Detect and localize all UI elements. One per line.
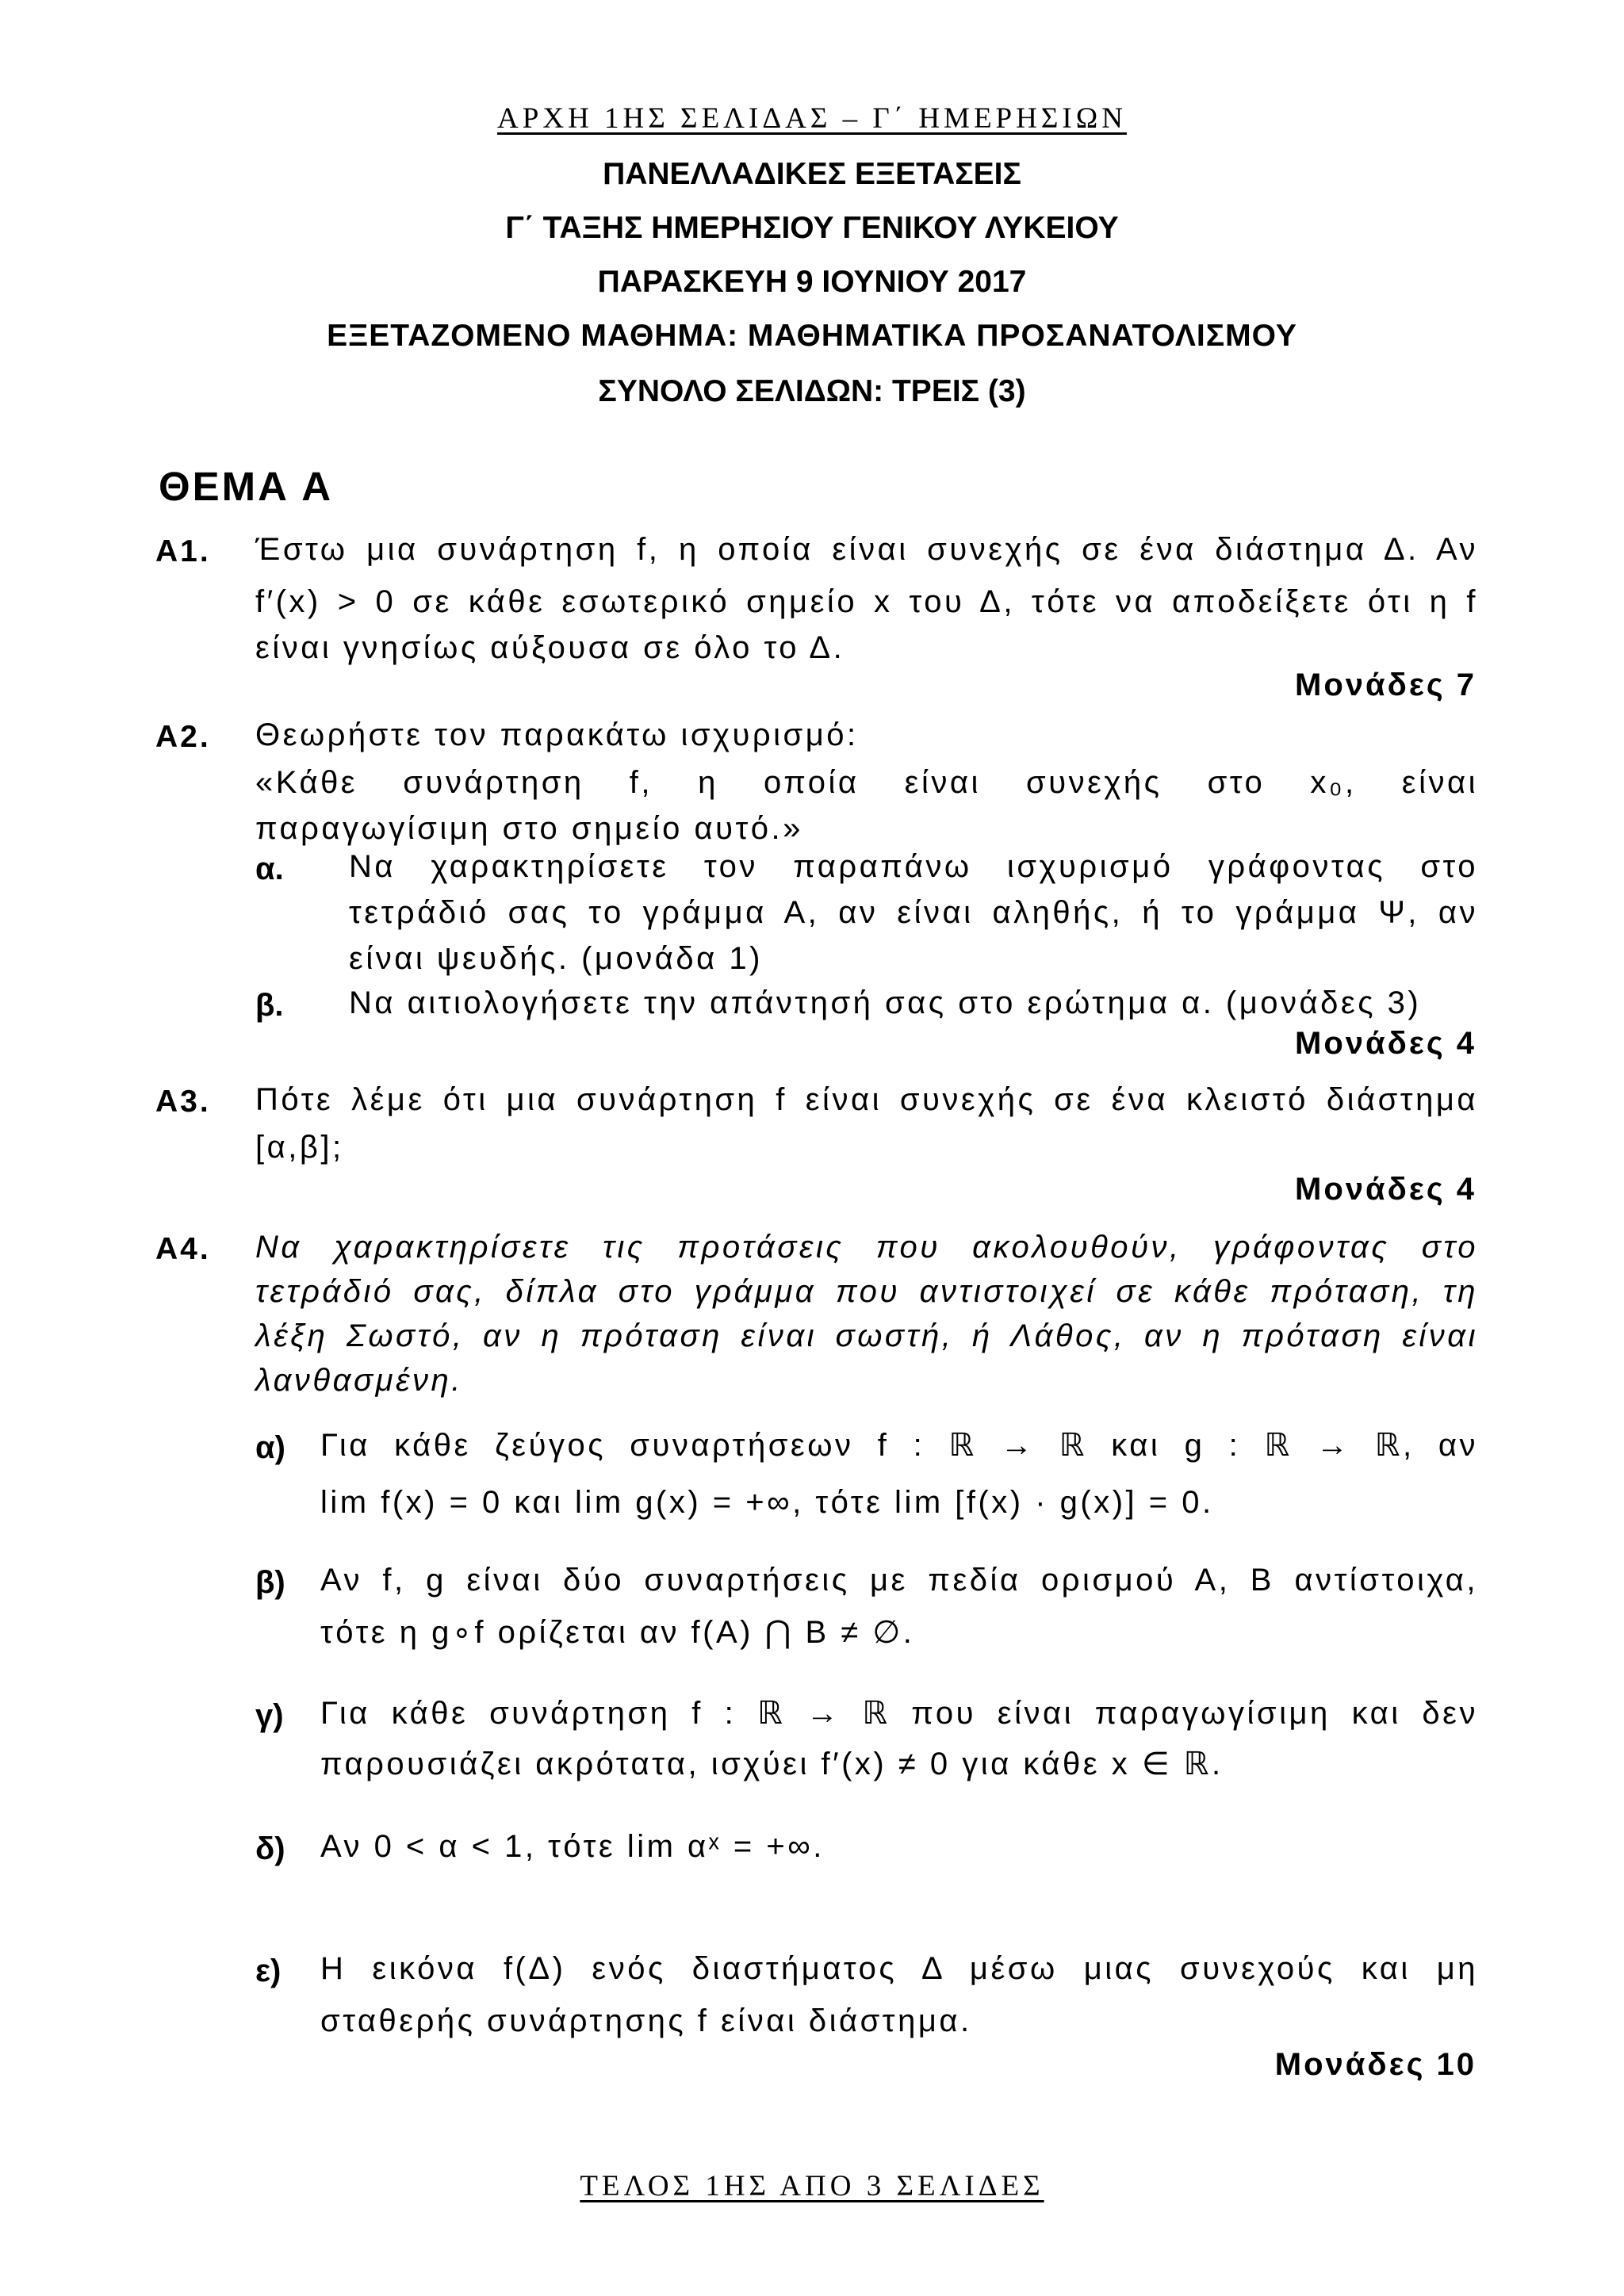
page-header-running: ΑΡΧΗ 1ΗΣ ΣΕΛΙΔΑΣ – Γ΄ ΗΜΕΡΗΣΙΩΝ (497, 102, 1127, 135)
option-b-label: β) (255, 1565, 285, 1600)
question-a3-line2: [α,β]; (255, 1130, 344, 1165)
option-b-line2: τότε η g∘f ορίζεται αν f(A) ⋂ B ≠ ∅. (320, 1615, 915, 1650)
question-a2-alpha-line2: τετράδιό σας το γράμμα Α, αν είναι αληθής, ή το γράμμα Ψ, αν (349, 895, 1478, 930)
question-a1-line3: είναι γνησίως αύξουσα σε όλο το Δ. (255, 630, 845, 665)
question-a4-line4: λανθασμένη. (255, 1363, 463, 1398)
question-a4-line3: λέξη Σωστό, αν η πρόταση είναι σωστή, ή Λάθος, αν η πρόταση είναι (255, 1318, 1478, 1353)
question-a1-marks: Μονάδες 7 (1295, 668, 1477, 702)
header-class: Γ΄ ΤΑΞΗΣ ΗΜΕΡΗΣΙΟΥ ΓΕΝΙΚΟΥ ΛΥΚΕΙΟΥ (505, 211, 1119, 245)
option-e-line2: σταθερής συνάρτησης f είναι διάστημα. (320, 2003, 972, 2038)
question-a2-beta-line1: Να αιτιολογήσετε την απάντησή σας στο ερώτημα α. (μονάδες 3) (349, 985, 1422, 1020)
option-c-line2: παρουσιάζει ακρότατα, ισχύει f′(x) ≠ 0 για κάθε x ∈ ℝ. (320, 1747, 1224, 1781)
option-d-line1: Αν 0 < α < 1, τότε lim αˣ = +∞. (320, 1829, 825, 1864)
question-a4-number: Α4. (155, 1232, 211, 1266)
question-a2-beta-label: β. (255, 988, 284, 1023)
question-a2-number: Α2. (155, 720, 211, 754)
header-title: ΠΑΝΕΛΛΑΔΙΚΕΣ ΕΞΕΤΑΣΕΙΣ (603, 157, 1021, 191)
question-a2-line2: «Κάθε συνάρτηση f, η οποία είναι συνεχής στο x₀, είναι (255, 765, 1478, 800)
question-a1-number: Α1. (155, 534, 211, 568)
option-c-line1: Για κάθε συνάρτηση f : ℝ → ℝ που είναι παραγωγίσιμη και δεν (320, 1696, 1478, 1731)
question-a3-line1: Πότε λέμε ότι μια συνάρτηση f είναι συνεχής σε ένα κλειστό διάστημα (255, 1082, 1478, 1117)
question-a2-alpha-line3: είναι ψευδής. (μονάδα 1) (349, 941, 763, 976)
option-e-line1: Η εικόνα f(Δ) ενός διαστήματος Δ μέσω μιας συνεχούς και μη (320, 1951, 1478, 1986)
question-a2-marks: Μονάδες 4 (1295, 1026, 1477, 1061)
question-a2-alpha-label: α. (255, 851, 284, 886)
header-page-count: ΣΥΝΟΛΟ ΣΕΛΙΔΩΝ: ΤΡΕΙΣ (3) (598, 374, 1026, 408)
question-a4-marks: Μονάδες 10 (1274, 2047, 1477, 2082)
option-d-label: δ) (255, 1831, 285, 1866)
question-a1-line2: f′(x) > 0 σε κάθε εσωτερικό σημείο x του Δ, τότε να αποδείξετε ότι η f (255, 584, 1478, 619)
question-a3-marks: Μονάδες 4 (1295, 1172, 1477, 1207)
question-a4-line2: τετράδιό σας, δίπλα στο γράμμα που αντιστοιχεί σε κάθε πρόταση, τη (255, 1274, 1478, 1309)
header-date: ΠΑΡΑΣΚΕΥΗ 9 ΙΟΥΝΙΟΥ 2017 (597, 265, 1027, 299)
question-a1-line1: Έστω μια συνάρτηση f, η οποία είναι συνεχής σε ένα διάστημα Δ. Αν (255, 532, 1478, 567)
header-subject: ΕΞΕΤΑΖΟΜΕΝΟ ΜΑΘΗΜΑ: ΜΑΘΗΜΑΤΙΚΑ ΠΡΟΣΑΝΑΤΟΛΙΣΜΟΥ (327, 319, 1297, 353)
option-a-line1: Για κάθε ζεύγος συναρτήσεων f : ℝ → ℝ και g : ℝ → ℝ, αν (320, 1428, 1478, 1463)
question-a2-line1: Θεωρήστε τον παρακάτω ισχυρισμό: (255, 718, 859, 752)
question-a4-line1: Να χαρακτηρίσετε τις προτάσεις που ακολουθούν, γράφοντας στο (255, 1230, 1478, 1265)
question-a3-number: Α3. (155, 1085, 211, 1119)
option-a-label: α) (255, 1430, 285, 1465)
topic-heading: ΘΕΜΑ Α (159, 464, 334, 509)
question-a2-alpha-line1: Να χαρακτηρίσετε τον παραπάνω ισχυρισμό γράφοντας στο (349, 849, 1478, 884)
option-b-line1: Αν f, g είναι δύο συναρτήσεις με πεδία ορισμού Α, Β αντίστοιχα, (320, 1563, 1478, 1598)
question-a2-line3: παραγωγίσιμη στο σημείο αυτό.» (255, 811, 803, 846)
option-a-line2: lim f(x) = 0 και lim g(x) = +∞, τότε lim [f(x) · g(x)] = 0. (320, 1485, 1214, 1520)
option-c-label: γ) (255, 1698, 284, 1733)
page-footer: ΤΕΛΟΣ 1ΗΣ ΑΠΟ 3 ΣΕΛΙΔΕΣ (580, 2170, 1044, 2202)
option-e-label: ε) (255, 1954, 282, 1988)
